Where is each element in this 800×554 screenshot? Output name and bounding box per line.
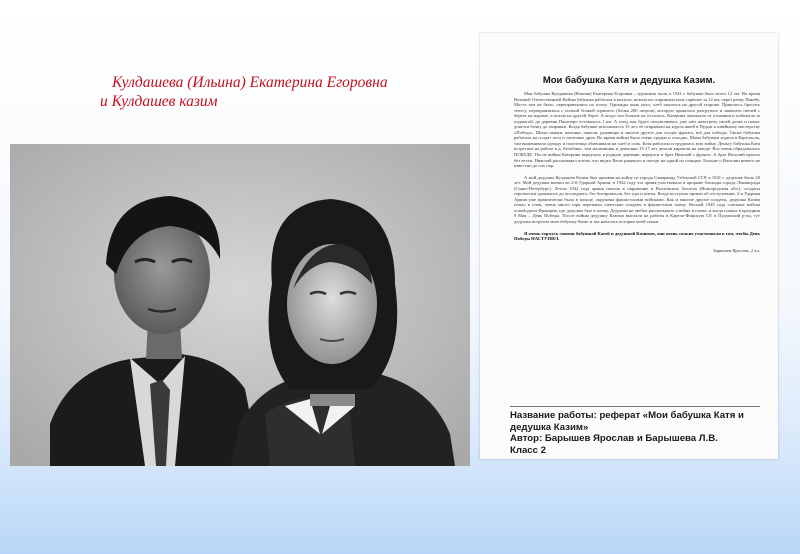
work-author: Автор: Барышев Ярослав и Барышева Л.В. [510, 433, 718, 445]
author-signature: Барышев Ярослав, 2 кл. [713, 247, 760, 253]
work-title-line-1: Название работы: реферат «Мои бабушка Катя и [510, 410, 744, 421]
paragraph-grandfather: А мой дедушка Кулдашев Казим был призван на войну из города Самарканд Узбекской ССР, в 1941 г. дедушке было 20 лет. Мой дедушка воевал во 2-й Ударной Армии, в 1942 году эта армия участвовала в прорыве блокады города Ленинграда (Санкт-Петербург). Летом 1942 года армия попала в окружение в Волховских болотах (Новгородская обл.), солдаты героически сражались до последнего, без боеприпасов, без еды и питья. Когда поступил приказ об отступлении, 2-я Ударная Армия уже практически была в кольце, окружена фашистскими войсками. Как и многие другие солдаты, дедушка Казим попал в плен, очень много горя пережили советские солдаты в фашистском плену. Весной 1945 года союзные войска освободили Францию, где дедушка был в плену. Дедушка не любил рассказывать о войне и плене, и когда плакал в праздник 9 Мая – День Победы. После войны дедушку Казима выслали на работы в Карело-Финскую СР, в Пудожский р-он, тут дедушка встретил мою бабушку Катю и так началась история моей семьи. [514, 174, 760, 225]
caption-line-2: и Кулдашев казим [100, 93, 218, 110]
work-title-line-2: дедушка Казим» [510, 421, 589, 433]
work-info [510, 406, 760, 456]
paragraph-grandmother: Моя бабушка Кулдашева (Ильина) Екатерина Егоровна – труженик тыла, в 1941 г. бабушке было всего 12 лет. Во время Великой Отечественной Войны бабушка работала в колхозе, возила на старинном коне горючее за 12 км, через речку Пакебу. Моста там не было, переправлялись по плоту. Однажды конь упал, хлеб оказался на другой стороне. Пришлось бросить телегу, переправляться с полной бочкой горючего (бочка 200 литров), которую пришлось разгрузить и зажигать свечей с берега на пароме, а потом на другой берег. А когда сил больше не осталось, Катерина заплакала от отчаяния и побежала за подмогой, до деревни Панозеро оставалось 1 км. А отец, как будто почувствовал, уже шёл навстречу своей дочке и помог довезти бочку до заправки. Когда бабушке исполнилось 15 лет, её отправили на курсы швей в Пудож к швейному мастерству «Победа». Шили шапки, валенки, панели, рукавицы и многое другое для солдат фронта, всё для победы. Также бабушка работала на солдат леса и заготовке дров. Во время войны было очень трудно и голодно. Мама бабушки ходила в Каргополь, там выменивала одежду и полотенца обменивала на хлеб и соль. Катя работала и трудилась всю войну. Деньгу бабушка Катя встретила на работе в д. Бельбино, там мальчишки и девчонки 15-17 лет делали кирпичи на заводе. Все очень обрадовались ПОБЕДЕ. После войны Катерина вернулась в родную деревню, вернулся и брат Николай с фронта. А брат Василий пропал без вести. Николай рассказывал потом, что видел Васю раненого в поезде на одной из станции. Больше о Василии ничего не известно до сих пор. [514, 91, 760, 169]
photo-caption [100, 73, 470, 111]
essay-document [480, 33, 778, 459]
document-title: Мои бабушка Катя и дедушка Казим. [542, 75, 716, 86]
portrait-photo [10, 144, 470, 466]
document-body [514, 91, 760, 253]
work-class: Класс 2 [510, 444, 546, 456]
caption-line-1: Кулдашева (Ильина) Екатерина Егоровна [112, 74, 388, 91]
closing-statement: Я очень горжусь своими бабушкой Катей и дедушкой Казимом, они очень сильно участвовали в том, чтобы День Победы НАСТУПИЛ. [514, 230, 760, 242]
